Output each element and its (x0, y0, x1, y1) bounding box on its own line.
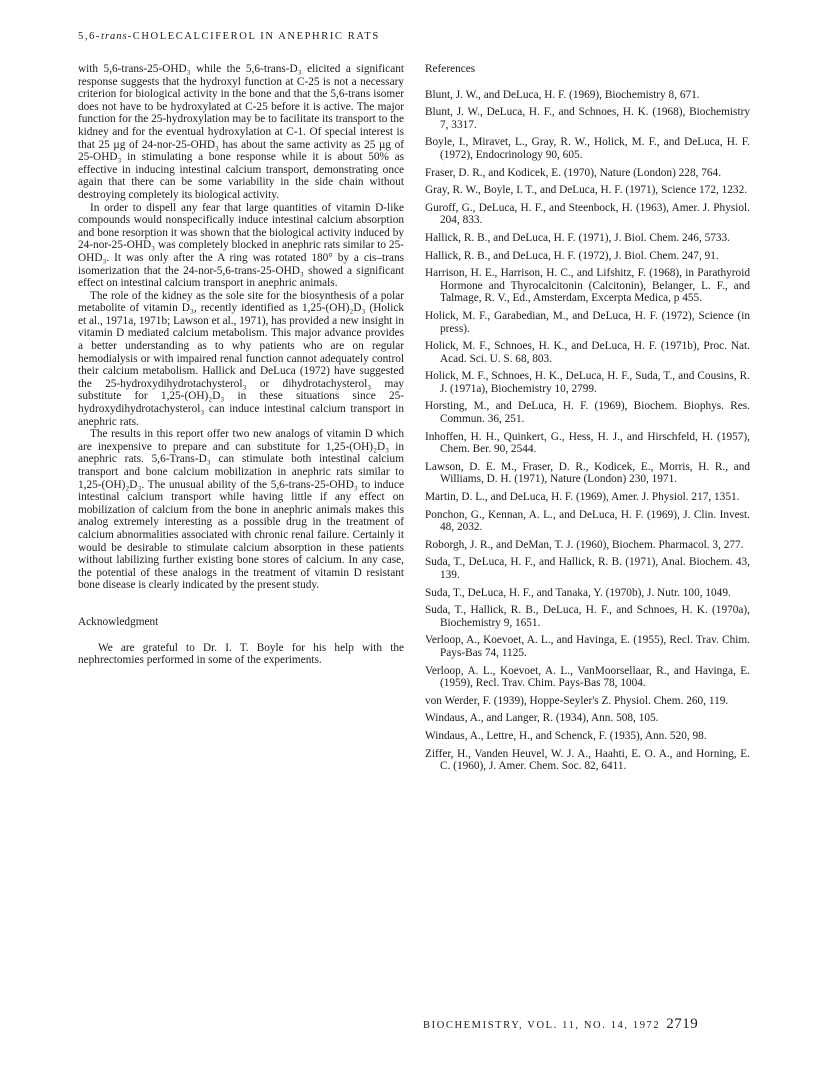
body-paragraph: with 5,6-trans-25-OHD₃ while the 5,6-trans-D₃ elicited a significant response suggests that the hydroxyl function at C-25 is not a necessary criterion for biological activity in the bone and that the 5,6-trans isomer does not have to be hydroxylated at C-25 before it is active. The major function for the 25-hydroxylation may be to facilitate its transport to the kidney and for the eventual hydroxylation at C-1. Of special interest is that 25 µg of 24-nor-25-OHD₃ has about the same activity as 25 µg of 25-OHD₃ in stimulating a bone response while it is about 50% as effective in inducing intestinal calcium transport, demonstrating once again that there can be some variability in the side chain without destroying completely its biological activity. (78, 63, 404, 201)
reference-item: Holick, M. F., Garabedian, M., and DeLuca, H. F. (1972), Science (in press). (425, 309, 750, 335)
reference-item: Ponchon, G., Kennan, A. L., and DeLuca, H. F. (1969), J. Clin. Invest. 48, 2032. (425, 508, 750, 534)
reference-item: Windaus, A., Lettre, H., and Schenck, F. (1935), Ann. 520, 98. (425, 729, 707, 742)
body-paragraph: In order to dispell any fear that large quantities of vitamin D-like compounds would nonspecifically induce intestinal calcium absorption and bone resorption it was shown that the biological activity induced by 24-nor-25-OHD₃ was completely blocked in anephric rats similar to 25-OHD₃. It was only after the A ring was rotated 180° by a cis–trans isomerization that the 24-nor-5,6-trans-25-OHD₃ showed a significant effect on intestinal calcium transport in anephric animals. (78, 201, 404, 290)
reference-item: Suda, T., Hallick, R. B., DeLuca, H. F., and Schnoes, H. K. (1970a), Biochemistry 9, 1651. (425, 604, 750, 629)
reference-item: Roborgh, J. R., and DeMan, T. J. (1960), Biochem. Pharmacol. 3, 277. (425, 538, 744, 551)
reference-item: Fraser, D. R., and Kodicek, E. (1970), Nature (London) 228, 764. (425, 166, 722, 179)
running-head-italic: trans (101, 31, 128, 42)
reference-item: Suda, T., DeLuca, H. F., and Tanaka, Y. (1970b), J. Nutr. 100, 1049. (425, 586, 731, 599)
reference-item: Horsting, M., and DeLuca, H. F. (1969), Biochem. Biophys. Res. Commun. 36, 251. (425, 400, 750, 426)
reference-item: Inhoffen, H. H., Quinkert, G., Hess, H. J., and Hirschfeld, H. (1957), Chem. Ber. 90, 2544. (425, 430, 750, 456)
reference-item: Holick, M. F., Schnoes, H. K., DeLuca, H. F., Suda, T., and Cousins, R. J. (1971a), Biochemistry 10, 2799. (425, 370, 750, 395)
reference-item: Holick, M. F., Schnoes, H. K., and DeLuca, H. F. (1971b), Proc. Nat. Acad. Sci. U. S. 68, 803. (425, 340, 750, 365)
journal-citation: BIOCHEMISTRY, VOL. 11, NO. 14, 1972 (423, 1020, 661, 1031)
reference-item: von Werder, F. (1939), Hoppe-Seyler's Z. Physiol. Chem. 260, 119. (425, 694, 729, 707)
page-number: 2719 (666, 1016, 699, 1032)
reference-item: Verloop, A. L., Koevoet, A. L., VanMoorsellaar, R., and Havinga, E. (1959), Recl. Trav. Chim. Pays-Bas 78, 1004. (425, 664, 750, 690)
acknowledgment-title: Acknowledgment (78, 615, 159, 628)
reference-item: Hallick, R. B., and DeLuca, H. F. (1972), J. Biol. Chem. 247, 91. (425, 249, 719, 262)
reference-item: Ziffer, H., Vanden Heuvel, W. J. A., Haahti, E. O. A., and Horning, E. C. (1960), J. Amer. Chem. Soc. 82, 6411. (425, 747, 750, 773)
reference-item: Guroff, G., DeLuca, H. F., and Steenbock, H. (1963), Amer. J. Physiol. 204, 833. (425, 201, 750, 227)
reference-item: Blunt, J. W., DeLuca, H. F., and Schnoes, H. K. (1968), Biochemistry 7, 3317. (425, 106, 750, 131)
reference-item: Blunt, J. W., and DeLuca, H. F. (1969), Biochemistry 8, 671. (425, 88, 700, 101)
running-head (78, 31, 380, 42)
reference-item: Suda, T., DeLuca, H. F., and Hallick, R. B. (1971), Anal. Biochem. 43, 139. (425, 556, 750, 581)
body-paragraph: The results in this report offer two new analogs of vitamin D which are inexpensive to prepare and can substitute for 1,25-(OH)₂D₃ in anephric rats. 5,6-Trans-D₃ can stimulate both intestinal calcium transport and bone calcium mobilization in anephric rats similar to 1,25-(OH)₂D₃. The unusual ability of the 5,6-trans-25-OHD₃ to induce intestinal calcium transport while having little if any effect on mobilization of calcium from the bone in anephric animals makes this analog extremely interesting as a possible drug in the treatment of calcium abnormalities associated with chronic renal failure. Certainly it would be desirable to stimulate calcium absorption in these patients without labilizing further existing bone stores of calcium. In any case, the potential of these analogs in the treatment of vitamin D resistant bone disease is clearly indicated by the present study. (78, 428, 404, 592)
acknowledgment-section (78, 616, 404, 667)
page-footer (423, 1016, 698, 1033)
acknowledgment-text: We are grateful to Dr. I. T. Boyle for his help with the nephrectomies performed in some of the experiments. (78, 641, 404, 667)
reference-item: Verloop, A., Koevoet, A. L., and Havinga, E. (1955), Recl. Trav. Chim. Pays-Bas 74, 1125. (425, 634, 750, 659)
running-head-prefix: 5,6- (78, 31, 102, 42)
reference-item: Harrison, H. E., Harrison, H. C., and Lifshitz, F. (1968), in Parathyroid Hormone and Thyrocalcitonin (Calcitonin), Belanger, L. F., and Talmage, R. V., Ed., Amsterdam, Excerpta Medica, p 455. (425, 267, 750, 305)
reference-item: Lawson, D. E. M., Fraser, D. R., Kodicek, E., Morris, H. R., and Williams, D. H. (1971), Nature (London) 230, 1971. (425, 460, 750, 486)
left-column (78, 63, 404, 667)
references-title: References (425, 63, 476, 75)
reference-item: Hallick, R. B., and DeLuca, H. F. (1971), J. Biol. Chem. 246, 5733. (425, 231, 731, 244)
running-head-suffix: -CHOLECALCIFEROL IN ANEPHRIC RATS (127, 31, 380, 42)
reference-item: Boyle, I., Miravet, L., Gray, R. W., Holick, M. F., and DeLuca, H. F. (1972), Endocrinology 90, 605. (425, 136, 750, 161)
reference-list (425, 89, 750, 773)
references-column (425, 63, 750, 778)
reference-item: Windaus, A., and Langer, R. (1934), Ann. 508, 105. (425, 712, 659, 725)
reference-item: Gray, R. W., Boyle, I. T., and DeLuca, H. F. (1971), Science 172, 1232. (425, 184, 748, 197)
reference-item: Martin, D. L., and DeLuca, H. F. (1969), Amer. J. Physiol. 217, 1351. (425, 491, 740, 504)
body-text (78, 63, 404, 592)
body-paragraph: The role of the kidney as the sole site for the biosynthesis of a polar metabolite of vitamin D₃, recently identified as 1,25-(OH)₂D₃ (Holick et al., 1971a, 1971b; Lawson et al., 1971), has provided a new insight in vitamin D mediated calcium metabolism. This major advance provides a better understanding as to why patients who are on regular hemodialysis or with impaired renal function cannot adequately control their calcium metabolism. Hallick and DeLuca (1972) have suggested the 25-hydroxydihydrotachysterol₃ or dihydrotachysterol₃ may substitute for 1,25-(OH)₂D₃ in these situations since 25-hydroxydihydrotachysterol₃ can induce intestinal calcium transport in anephric rats. (78, 289, 404, 428)
